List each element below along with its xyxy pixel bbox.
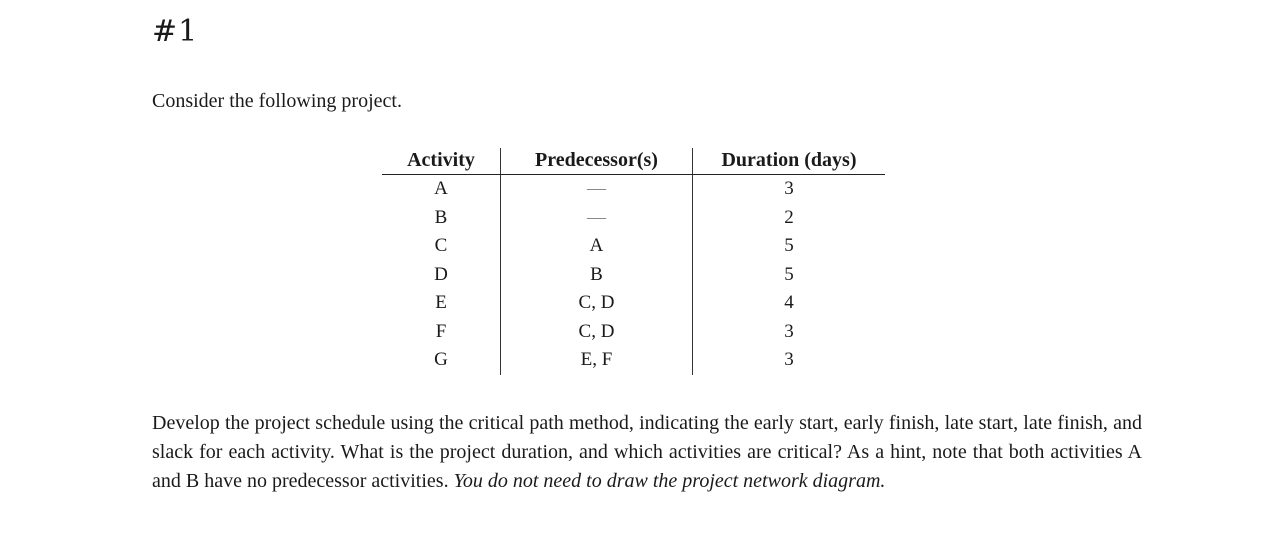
table-row <box>382 175 885 204</box>
header-predecessors: Predecessor(s) <box>501 148 693 175</box>
duration-cell: 5 <box>693 232 886 261</box>
table-row <box>382 289 885 318</box>
table-row <box>382 204 885 233</box>
duration-cell: 3 <box>693 318 886 347</box>
table-row <box>382 318 885 347</box>
question-emphasis: You do not need to draw the project network diagram. <box>453 470 886 492</box>
predecessor-cell: C, D <box>501 289 693 318</box>
table-row <box>382 346 885 375</box>
predecessor-cell: B <box>501 261 693 290</box>
predecessor-cell: — <box>501 204 693 233</box>
activity-cell: F <box>435 320 447 342</box>
duration-cell: 5 <box>693 261 886 290</box>
duration-cell: 3 <box>693 346 886 375</box>
project-activity-table <box>382 148 885 375</box>
predecessor-cell: E, F <box>501 346 693 375</box>
question-text: Develop the project schedule using the critical path method, indicating the early start, early finish, late start, late finish, and slack for each activity. What is the project duration, and which activities are critical? As a hint, note that both activities A and B have no predecessor activities. <box>152 412 1142 492</box>
header-duration: Duration (days) <box>693 148 886 175</box>
activity-cell: A <box>434 178 448 199</box>
table-row <box>382 232 885 261</box>
activity-cell: E <box>435 292 447 313</box>
activity-cell: C <box>434 235 448 256</box>
duration-cell: 2 <box>693 204 886 233</box>
activity-cell: B <box>434 206 448 228</box>
question-paragraph <box>152 409 1142 496</box>
activity-cell: D <box>434 263 448 285</box>
duration-cell: 3 <box>693 175 886 204</box>
header-activity: Activity <box>382 148 501 175</box>
duration-cell: 4 <box>693 289 886 318</box>
problem-number-heading: #1 <box>152 14 199 49</box>
predecessor-cell: — <box>501 175 693 204</box>
table-header-row <box>382 148 885 175</box>
predecessor-cell: A <box>501 232 693 261</box>
predecessor-cell: C, D <box>501 318 693 347</box>
intro-text: Consider the following project. <box>152 90 402 112</box>
activity-cell: G <box>434 349 448 370</box>
table-row <box>382 261 885 290</box>
